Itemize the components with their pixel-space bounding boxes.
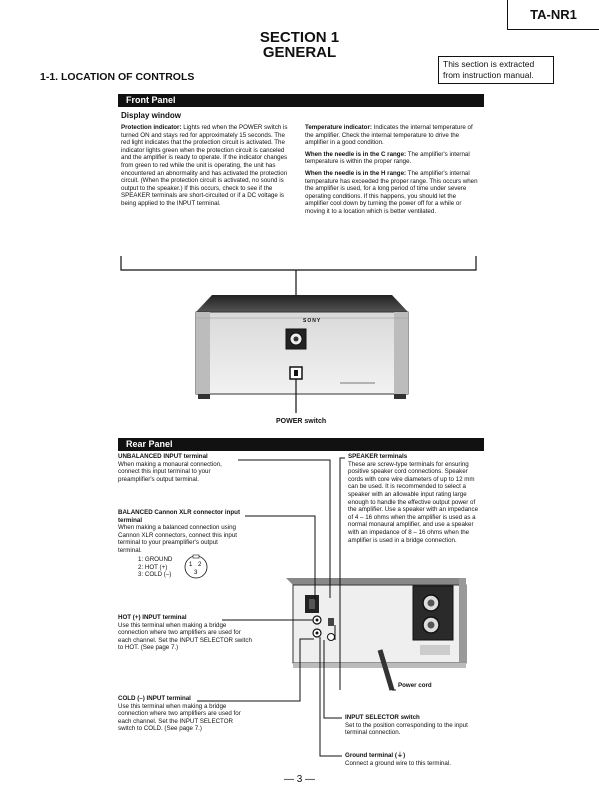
power-switch-label: POWER switch <box>276 418 327 425</box>
balanced-input-desc: BALANCED Cannon XLR connector input terminal When making a balanced connection using Cannon XLR connectors, connect this input terminal to your preamplifier's output terminal. <box>118 509 241 554</box>
xlr-pin-list: 1: GROUND 2: HOT (+) 3: COLD (–) <box>138 556 173 579</box>
protection-indicator-desc: Protection indicator: Lights red when the POWER switch is turned ON and stays red for approximately 15 seconds. The red light indicates that the protection circuit is activated. The indicator lights green when the protection circuit is canceled and the amplifier is ready to operate. If the indicator changes from green to red while the unit is operating, the unit has encountered an abnormality and has activated the protection circuit. (When the protection circuit is activated, no sound is output to the speaker.) If this occurs, check to see if the SPEAKER terminals are short-circuited or if a DC voltage is being applied to the INPUT terminal. <box>121 124 288 207</box>
hot-input-desc: HOT (+) INPUT terminal Use this terminal when making a bridge connection where two amplifiers are used for each channel. Set the INPUT SELECTOR switch to HOT. (See page 7.) <box>118 614 252 652</box>
section-title: GENERAL <box>262 44 337 61</box>
model-number: TA-NR1 <box>507 0 599 30</box>
power-cord-label: Power cord <box>398 682 432 689</box>
page-number: — 3 — <box>283 774 316 785</box>
cold-input-desc: COLD (–) INPUT terminal Use this terminal when making a bridge connection where two amplifiers are used for each channel. Set the INPUT SELECTOR switch to COLD. (See page 7.) <box>118 695 241 733</box>
input-selector-desc: INPUT SELECTOR switch Set to the position corresponding to the input terminal connection. <box>345 714 468 737</box>
front-panel-bar: Front Panel <box>118 94 484 107</box>
svg-text:3: 3 <box>194 570 198 576</box>
section-number: SECTION 1 <box>259 29 340 46</box>
temperature-indicator-desc: Temperature indicator: Indicates the internal temperature of the amplifier. Check the internal temperature to drive the amplifier in a good condition. <box>305 124 473 147</box>
ground-terminal-desc: Ground terminal (⏚) Connect a ground wire to this terminal. <box>345 752 451 767</box>
rear-panel-bar: Rear Panel <box>118 438 484 451</box>
sony-logo: SONY <box>303 318 322 324</box>
svg-text:1: 1 <box>189 562 193 568</box>
display-window-heading: Display window <box>121 111 182 120</box>
speaker-terminals-desc: SPEAKER terminals These are screw-type terminals for ensuring positive speaker cord connections. Speaker cords with core wire diameters of up to 12 mm can be used. It is recommended to select a speaker with an allowable input rating large enough to handle the effective output power of the amplifier. Use a speaker with an impedance of 4 – 16 ohms when the amplifier is used as a normal monaural amplifier, and use a speaker with an impedance of 8 – 16 ohms when the amplifier is used in a bridge connection. <box>348 453 479 544</box>
h-range-desc: When the needle is in the H range: The amplifier's internal temperature has exceeded the proper range. This occurs when the amplifier is used, for a long period of time under severe operating conditions. If this happens, you should let the amplifier cool down by turning the power off for a while or moving it to a location which is better ventilated. <box>305 169 478 215</box>
subsection-title: 1-1. LOCATION OF CONTROLS <box>40 71 195 83</box>
svg-text:2: 2 <box>198 562 202 568</box>
extract-note: This section is extracted from instruction manual. <box>438 56 554 84</box>
c-range-desc: When the needle is in the C range: The amplifier's internal temperature is within the proper range. <box>305 150 470 166</box>
unbalanced-input-desc: UNBALANCED INPUT terminal When making a monaural connection, connect this input terminal to your preamplifier's output terminal. <box>118 453 222 483</box>
